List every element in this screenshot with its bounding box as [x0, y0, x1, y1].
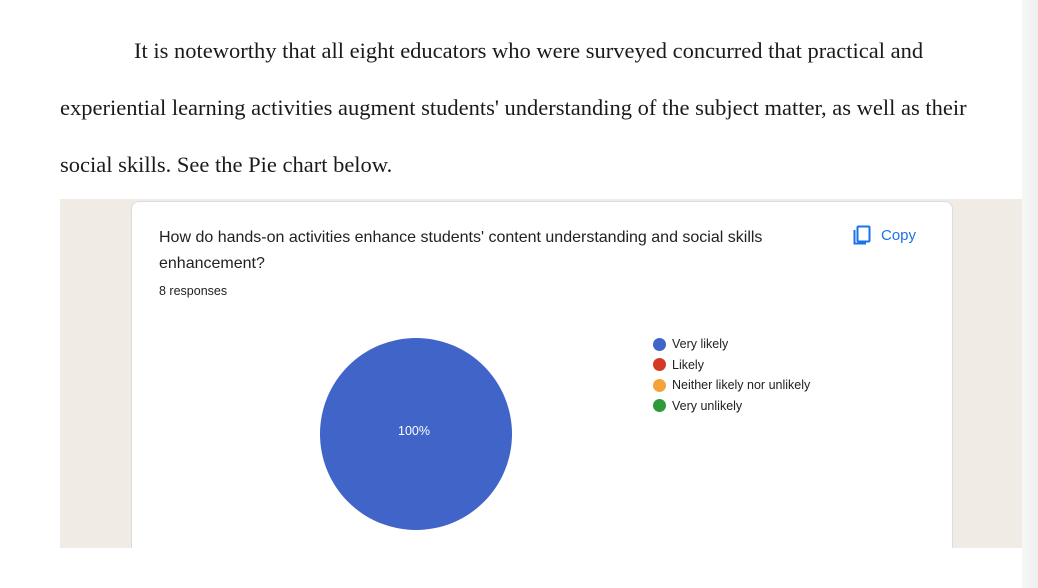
copy-icon: [852, 225, 872, 245]
pie-chart: [319, 337, 513, 531]
response-count: 8 responses: [159, 284, 228, 298]
pie-slice-label-very-likely: 100%: [398, 424, 430, 438]
legend-label-likely: Likely: [672, 357, 704, 372]
legend-dot-very-unlikely: [653, 399, 666, 412]
legend-dot-likely: [653, 358, 666, 371]
legend-label-very-unlikely: Very unlikely: [672, 398, 743, 413]
legend-label-very-likely: Very likely: [672, 337, 729, 352]
copy-chart-button[interactable]: [852, 223, 916, 247]
document-paragraph: [60, 22, 1020, 193]
page-edge-shadow: [1022, 0, 1038, 588]
legend-item-likely: [653, 355, 810, 376]
paragraph-text: It is noteworthy that all eight educators who were surveyed concurred that practical and experiential learning activities augment students' understanding of the subject matter, as well as their social skills. See the Pie chart below.: [60, 38, 967, 177]
legend-item-very-unlikely: [653, 396, 810, 417]
legend-item-very-likely: [653, 334, 810, 355]
legend-dot-neither: [653, 379, 666, 392]
legend-label-neither: Neither likely nor unlikely: [672, 378, 811, 393]
chart-legend: [653, 334, 810, 416]
forms-summary-card: [131, 201, 953, 548]
copy-label: Copy: [881, 226, 917, 244]
legend-dot-very-likely: [653, 338, 666, 351]
question-title: How do hands-on activities enhance students' content understanding and social skills enhancement?: [159, 229, 763, 272]
legend-item-neither: [653, 375, 810, 396]
